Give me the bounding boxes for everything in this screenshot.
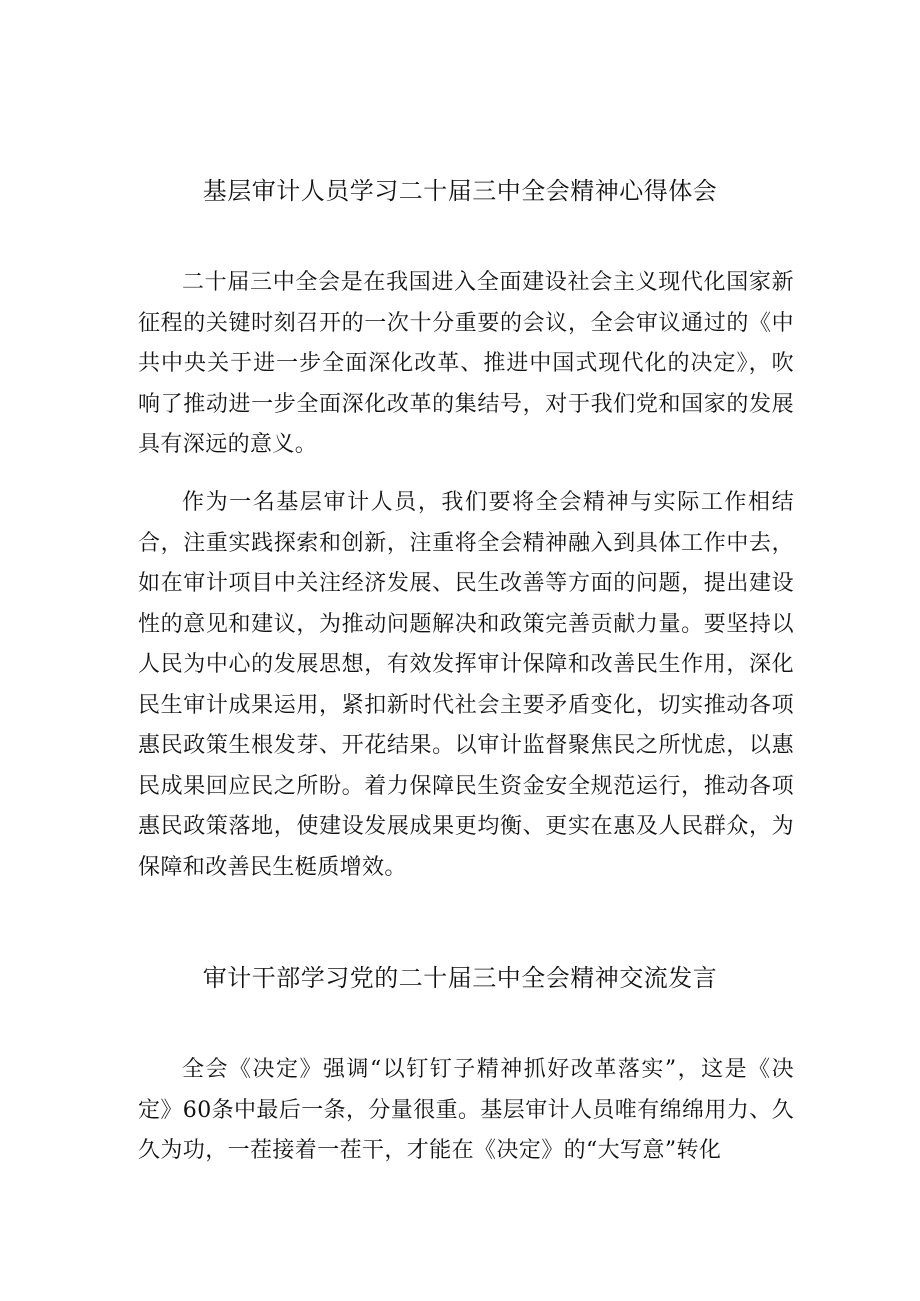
section-2-title: 审计干部学习党的二十届三中全会精神交流发言 [202, 964, 718, 992]
section-1-paragraph-2: 作为一名基层审计人员，我们要将全会精神与实际工作相结合，注重实践探索和创新，注重将全会精神融入到具体工作中去，如在审计项目中关注经济发展、民生改善等方面的问题，提出建设性的意见和建议，为推动问题解决和政策完善贡献力量。要坚持以人民为中心的发展思想，有效发挥审计保障和改善民生作用，深化民生审计成果运用，紧扣新时代社会主要矛盾变化，切实推动各项惠民政策生根发芽、开花结果。以审计监督聚焦民之所忧虑，以惠民成果回应民之所盼。着力保障民生资金安全规范运行，推动各项惠民政策落地，使建设发展成果更均衡、更实在惠及人民群众，为保障和改善民生梃质增效。 [138, 490, 794, 880]
section-1-paragraph-1: 二十届三中全会是在我国进入全面建设社会主义现代化国家新征程的关键时刻召开的一次十分重要的会议，全会审议通过的《中共中央关于进一步全面深化改革、推进中国式现代化的决定》，吹响了推动进一步全面深化改革的集结号，对于我们党和国家的发展具有深远的意义。 [138, 270, 794, 457]
section-1-title: 基层审计人员学习二十届三中全会精神心得体会 [202, 177, 718, 205]
section-2-paragraph-1: 全会《决定》强调“以钉钉子精神抓好改革落实”，这是《决定》60条中最后一条，分量很重。基层审计人员唯有绵绵用力、久久为功，一茬接着一茬干，才能在《决定》的“大写意”转化 [138, 1057, 794, 1163]
